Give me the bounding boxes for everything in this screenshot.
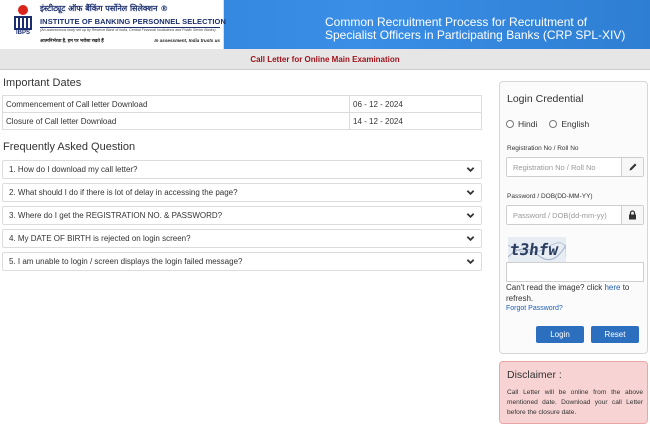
- registration-field: [506, 157, 644, 177]
- ibps-logo-icon: [8, 4, 38, 44]
- registration-input[interactable]: [507, 158, 621, 176]
- password-label: Password / DOB(DD-MM-YY): [507, 193, 593, 200]
- date-value: 06 - 12 - 2024: [350, 96, 482, 113]
- faq-question: 3. Where do I get the REGISTRATION NO. & PASSWORD?: [9, 211, 223, 220]
- password-field: [506, 205, 644, 225]
- language-selector: [506, 119, 589, 129]
- radio-hindi[interactable]: [506, 120, 514, 128]
- table-row: [3, 96, 482, 113]
- captcha-refresh-text: Can't read the image? click here to refresh.: [506, 283, 630, 303]
- radio-hindi-label: Hindi: [518, 119, 538, 129]
- chevron-down-icon: [466, 165, 475, 174]
- faq-item[interactable]: [2, 160, 482, 179]
- captcha-input[interactable]: [506, 262, 644, 282]
- faq-item[interactable]: [2, 229, 482, 248]
- faq-question: 4. My DATE OF BIRTH is rejected on login screen?: [9, 234, 191, 243]
- org-name-hindi: इंस्टीट्यूट ऑफ बैंकिंग पर्सोनेल सिलेक्शन ®: [40, 4, 169, 13]
- faq-question: 1. How do I download my call letter?: [9, 165, 138, 174]
- faq-item[interactable]: [2, 183, 482, 202]
- captcha-refresh-link[interactable]: here: [604, 283, 621, 292]
- radio-english[interactable]: [549, 120, 557, 128]
- captcha-text: t3hfw: [508, 240, 560, 259]
- org-subtitle: (An autonomous body set up by Reserve Bank of India, Central Financial Institutions and Public Sector Banks): [40, 28, 216, 32]
- org-name-english: INSTITUTE OF BANKING PERSONNEL SELECTION: [40, 17, 226, 26]
- password-input[interactable]: [507, 206, 621, 224]
- chevron-down-icon: [466, 211, 475, 220]
- disclaimer-title: Disclaimer :: [507, 369, 562, 381]
- captcha-image: [508, 237, 566, 263]
- radio-english-label: English: [561, 119, 590, 129]
- subheader-banner: Call Letter for Online Main Examination: [0, 49, 650, 70]
- ibps-logo-block: [0, 0, 224, 49]
- page-title: Common Recruitment Process for Recruitment of Specialist Officers in Participating Banks (CRP SPL-XIV): [325, 15, 626, 42]
- faq-question: 2. What should I do if there is lot of delay in accessing the page?: [9, 188, 238, 197]
- date-value: 14 - 12 - 2024: [350, 113, 482, 130]
- forgot-password-link[interactable]: Forgot Password?: [506, 305, 563, 312]
- login-panel: [499, 81, 648, 354]
- disclaimer-box: [499, 361, 648, 424]
- table-row: [3, 113, 482, 130]
- lock-icon: [621, 206, 643, 224]
- faq-question: 5. I am unable to login / screen displays the login failed message?: [9, 257, 243, 266]
- tagline-hindi: आत्मनिर्भरता है, हम पर भरोसा रखते हैं: [40, 38, 104, 43]
- chevron-down-icon: [466, 257, 475, 266]
- login-title: Login Credential: [507, 93, 584, 105]
- faq-item[interactable]: [2, 206, 482, 225]
- pencil-icon: [621, 158, 643, 176]
- org-tagline: [40, 38, 220, 44]
- login-button[interactable]: Login: [536, 326, 584, 343]
- chevron-down-icon: [466, 234, 475, 243]
- faq-heading: Frequently Asked Question: [3, 141, 136, 153]
- chevron-down-icon: [466, 188, 475, 197]
- reset-button[interactable]: Reset: [591, 326, 639, 343]
- date-label: Commencement of Call letter Download: [3, 96, 350, 113]
- important-dates-heading: Important Dates: [3, 77, 82, 89]
- tagline-english: In assessment, India trusts us: [154, 38, 220, 43]
- important-dates-table: [2, 95, 482, 130]
- page-header: [0, 0, 650, 49]
- disclaimer-text: Call Letter will be online from the above mentioned date. Download your call Letter before the closure date.: [507, 389, 643, 416]
- faq-accordion: [2, 160, 482, 275]
- registration-label: Registration No / Roll No: [507, 145, 579, 152]
- logo-acronym: IBPS: [15, 30, 30, 36]
- date-label: Closure of Call letter Download: [3, 113, 350, 130]
- faq-item[interactable]: [2, 252, 482, 271]
